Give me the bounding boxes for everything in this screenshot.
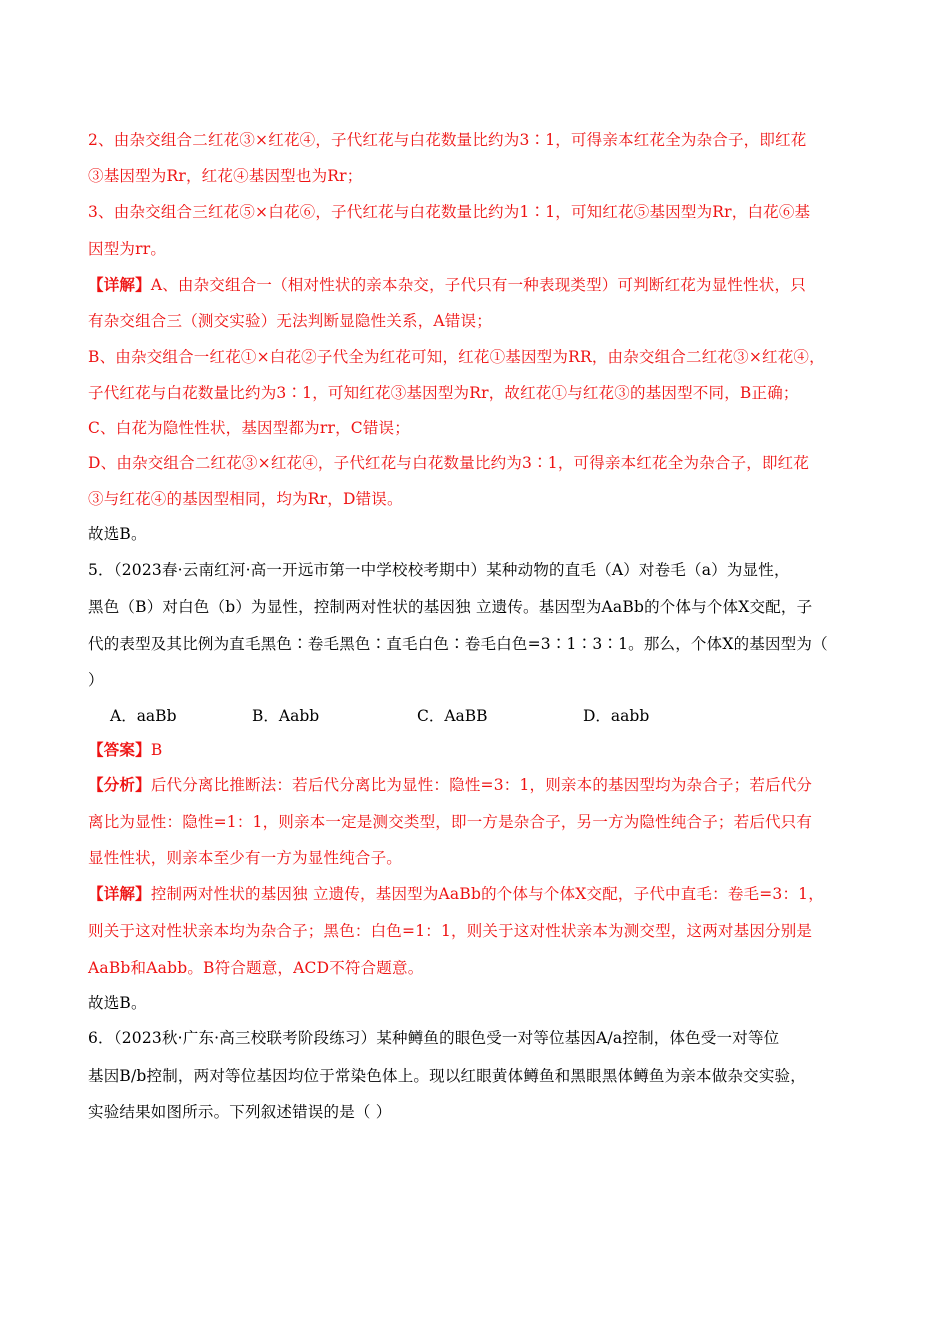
detail-line: C、白花为隐性性状，基因型都为rr，C错误；	[88, 419, 410, 437]
analysis-line: 因型为rr。	[88, 240, 167, 258]
detail-text: 控制两对性状的基因独 立遗传，基因型为AaBb的个体与个体X交配，子代中直毛：卷毛=3：1，	[150, 885, 824, 903]
detail-line	[88, 273, 806, 295]
option-a: A．aaBb	[110, 707, 177, 725]
answer-value: B	[150, 741, 163, 759]
conclusion: 故选B。	[88, 994, 147, 1012]
analysis-line: 显性性状，则亲本至少有一方为显性纯合子。	[88, 849, 403, 867]
analysis-line: 离比为显性：隐性=1：1，则亲本一定是测交类型，即一方是杂合子，另一方为隐性纯合子；若后代只有	[88, 813, 813, 831]
question-5-line: 5．（2023春·云南红河·高一开远市第一中学校校考期中）某种动物的直毛（A）对卷毛（a）为显性，	[88, 561, 790, 579]
detail-line: 子代红花与白花数量比约为3∶1，可知红花③基因型为Rr，故红花①与红花③的基因型不同，B正确；	[88, 384, 799, 402]
detail-line: 则关于这对性状亲本均为杂合子；黑色：白色=1：1，则关于这对性状亲本为测交型，这两对基因分别是	[88, 922, 813, 940]
detail-line: B、由杂交组合一红花①×白花②子代全为红花可知，红花①基因型为RR，由杂交组合二红花③×红花④，	[88, 348, 825, 366]
detail-line: AaBb和Aabb。B符合题意，ACD不符合题意。	[88, 959, 424, 977]
detail-line: ③与红花④的基因型相同，均为Rr，D错误。	[88, 490, 403, 508]
option-d: D．aabb	[583, 707, 650, 725]
question-6-line: 基因B/b控制，两对等位基因均位于常染色体上。现以红眼黄体鳟鱼和黑眼黑体鳟鱼为亲本做杂交实验，	[88, 1067, 806, 1085]
answer-tag: 【答案】	[88, 740, 151, 759]
question-5-line: ）	[88, 671, 104, 689]
analysis-line: 3、由杂交组合三红花⑤×白花⑥，子代红花与白花数量比约为1∶1，可知红花⑤基因型为Rr，白花⑥基	[88, 203, 811, 221]
detail-tag: 【详解】	[88, 275, 151, 294]
analysis-line: 2、由杂交组合二红花③×红花④，子代红花与白花数量比约为3∶1，可得亲本红花全为杂合子，即红花	[88, 131, 807, 149]
detail-line	[88, 882, 824, 904]
detail-line: D、由杂交组合二红花③×红花④，子代红花与白花数量比约为3∶1，可得亲本红花全为杂合子，即红花	[88, 454, 810, 472]
answer-line	[88, 738, 162, 760]
detail-tag: 【详解】	[88, 884, 151, 903]
analysis-text: 后代分离比推断法：若后代分离比为显性：隐性=3：1，则亲本的基因型均为杂合子；若后代分	[150, 776, 813, 794]
analysis-line: ③基因型为Rr，红花④基因型也为Rr；	[88, 167, 363, 185]
question-6-line: 实验结果如图所示。下列叙述错误的是（ ）	[88, 1103, 392, 1121]
detail-text: A、由杂交组合一（相对性状的亲本杂交，子代只有一种表现类型）可判断红花为显性性状，只	[150, 276, 806, 294]
option-c: C．AaBB	[417, 707, 488, 725]
question-5-line: 黑色（B）对白色（b）为显性，控制两对性状的基因独 立遗传。基因型为AaBb的个体与个体X交配，子	[88, 598, 813, 616]
analysis-tag: 【分析】	[88, 775, 151, 794]
analysis-line	[88, 773, 812, 795]
option-b: B．Aabb	[252, 707, 320, 725]
conclusion: 故选B。	[88, 525, 147, 543]
question-5-line: 代的表型及其比例为直毛黑色∶卷毛黑色∶直毛白色∶卷毛白色=3∶1∶3∶1。那么，个体X的基因型为（	[88, 635, 828, 653]
detail-line: 有杂交组合三（测交实验）无法判断显隐性关系，A错误；	[88, 312, 492, 330]
question-6-line: 6．（2023秋·广东·高三校联考阶段练习）某种鳟鱼的眼色受一对等位基因A/a控制，体色受一对等位	[88, 1029, 780, 1047]
